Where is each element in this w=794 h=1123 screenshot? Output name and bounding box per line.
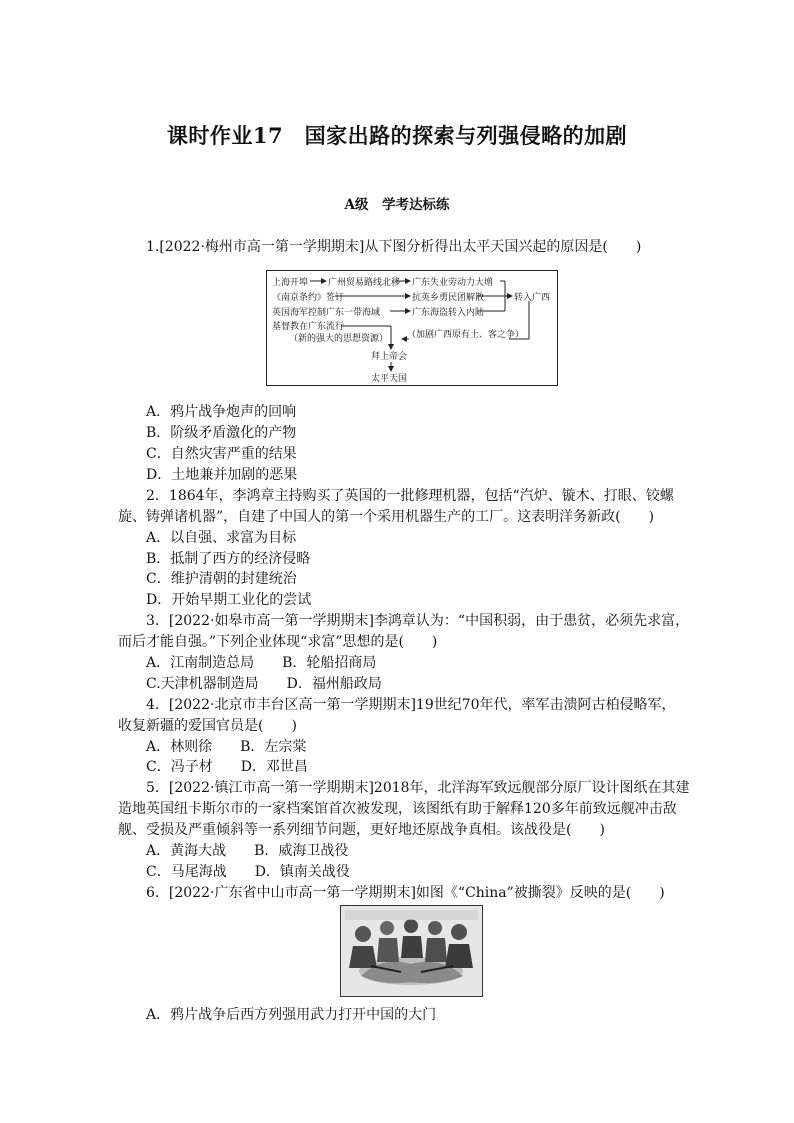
q1-option-d: D．土地兼并加剧的恶果 xyxy=(146,467,298,483)
question-3-line1: 3．[2022·如皋市高一第一学期期末]李鸿章认为：“中国积弱，由于患贫，必须先求富， xyxy=(146,613,690,629)
q1-option-c: C．自然灾害严重的结果 xyxy=(146,446,297,462)
question-3-line2: 而后才能自强。”下列企业体现“求富”思想的是( ) xyxy=(118,634,438,650)
node-into-guangxi: 转入广西 xyxy=(514,293,551,303)
q1-option-a: A．鸦片战争炮声的回响 xyxy=(146,404,297,420)
q2-option-c: C．维护清朝的封建统治 xyxy=(146,571,297,587)
q1-option-b: B．阶级矛盾激化的产物 xyxy=(146,425,297,441)
node-nanjing-treaty: 《南京条约》签订 xyxy=(272,293,345,303)
question-5-line2: 造地英国纽卡斯尔市的一家档案馆首次被发现，该图纸有助于解释120多年前致远舰冲击敌 xyxy=(118,801,677,817)
q2-option-d: D．开始早期工业化的尝试 xyxy=(146,592,312,608)
question-4-line1: 4．[2022·北京市丰台区高一第一学期期末]19世纪70年代，率军击溃阿古柏侵略军， xyxy=(146,697,676,713)
q4-options-row2: C．冯子材 D．邓世昌 xyxy=(146,759,308,775)
page-title: 课时作业17 国家出路的探索与列强侵略的加剧 xyxy=(166,123,628,148)
question-4-line2: 收复新疆的爱国官员是( ) xyxy=(118,718,297,734)
question-6-stem: 6．[2022·广东省中山市高一第一学期期末]如图《“China”被撕裂》反映的是( ) xyxy=(146,885,665,901)
question-5-line1: 5．[2022·镇江市高一第一学期期末]2018年，北洋海军致远舰部分原厂设计图纸在其建 xyxy=(146,780,690,796)
question-2-line2: 旋、铸弹诸机器”，自建了中国人的第一个采用机器生产的工厂。这表明洋务新政( ) xyxy=(118,509,655,525)
cartoon-illustration xyxy=(341,906,482,996)
q2-option-a: A．以自强、求富为目标 xyxy=(146,530,297,546)
node-god-worship: 拜上帝会 xyxy=(371,352,408,362)
question-1-stem: 1.[2022·梅州市高一第一学期期末]从下图分析得出太平天国兴起的原因是( ) xyxy=(146,239,642,255)
q2-option-b: B．抵制了西方的经济侵略 xyxy=(146,551,311,567)
q3-options-row2: C.天津机器制造局 D．福州船政局 xyxy=(146,676,382,692)
node-militia-disband: 抗英乡勇民团解散 xyxy=(412,293,485,303)
node-christianity: 基督教在广东流行 xyxy=(272,322,345,332)
cartoon-image xyxy=(340,905,483,997)
question-2-line1: 2．1864年，李鸿章主持购买了英国的一批修理机器，包括“汽炉、镟木、打眼、铰螺 xyxy=(146,488,674,504)
q3-options-row1: A．江南制造总局 B．轮船招商局 xyxy=(146,655,377,671)
question-5-line3: 舰、受损及严重倾斜等一系列细节问题，更好地还原战争真相。该战役是( ) xyxy=(118,822,605,838)
q5-options-row2: C．马尾海战 D．镇南关战役 xyxy=(146,864,350,880)
node-pirates-inland: 广东海盗转入内陆 xyxy=(412,308,485,318)
node-guangxi-conflict: （加剧广西原有土、客之争） xyxy=(407,330,525,340)
flowchart-canvas xyxy=(267,271,557,385)
node-taiping: 太平天国 xyxy=(371,374,408,384)
q6-option-a: A．鸦片战争后西方列强用武力打开中国的大门 xyxy=(146,1007,437,1023)
q5-options-row1: A．黄海大战 B．威海卫战役 xyxy=(146,843,349,859)
q4-options-row1: A．林则徐 B．左宗棠 xyxy=(146,739,307,755)
node-shanghai: 上海开埠 xyxy=(272,278,309,288)
node-unemployment: 广东失业劳动力大增 xyxy=(412,278,494,288)
node-new-ideology: （新的强大的思想资源） xyxy=(289,334,389,344)
node-british-navy: 英国海军控制广东一带海域 xyxy=(272,308,381,318)
flowchart-diagram xyxy=(266,270,558,386)
section-heading: A级 学考达标练 xyxy=(344,197,450,213)
node-guangzhou-route: 广州贸易路线北移 xyxy=(328,278,401,288)
